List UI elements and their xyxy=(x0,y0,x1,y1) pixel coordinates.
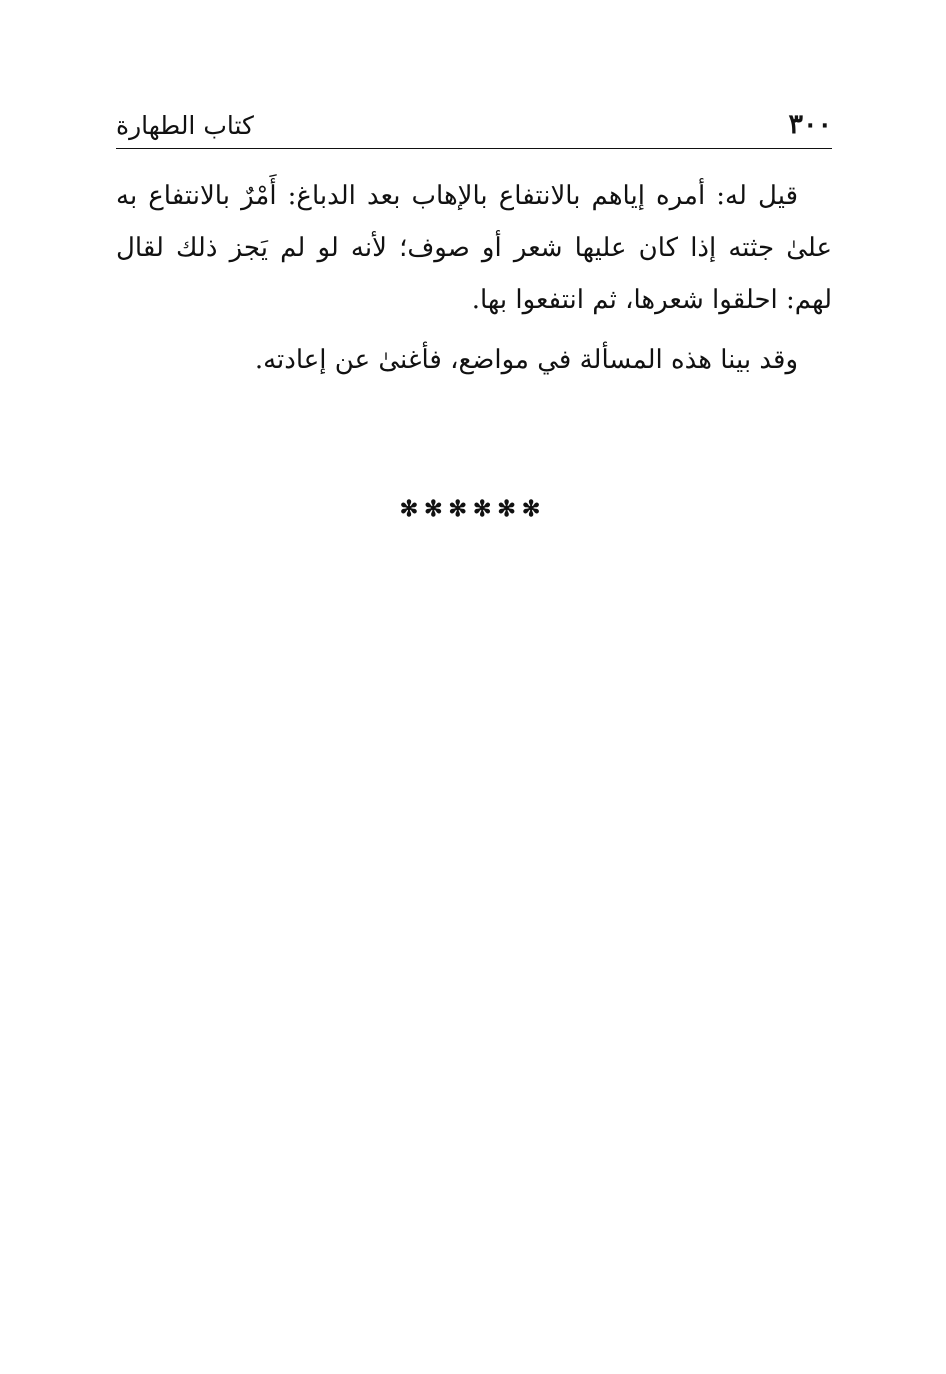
page-number: ٣٠٠ xyxy=(788,109,832,140)
section-separator: ✻✻✻✻✻✻ xyxy=(399,496,547,522)
body-text xyxy=(116,170,832,386)
running-title: كتاب الطهارة xyxy=(116,111,254,140)
paragraph: وقد بينا هذه المسألة في مواضع، فأغنىٰ عن إعادته. xyxy=(254,345,798,375)
paragraph: قيل له: أمره إياهم بالانتفاع بالإهاب بعد الدباغ: أَمْرٌ بالانتفاع به علىٰ جثته إذا كان عليها شعر أو صوف؛ لأنه لو لم يَجز ذلك لقال لهم: احلقوا شعرها، ثم انتفعوا بها. xyxy=(116,181,832,315)
page-header xyxy=(116,104,832,148)
header-rule xyxy=(116,148,832,149)
